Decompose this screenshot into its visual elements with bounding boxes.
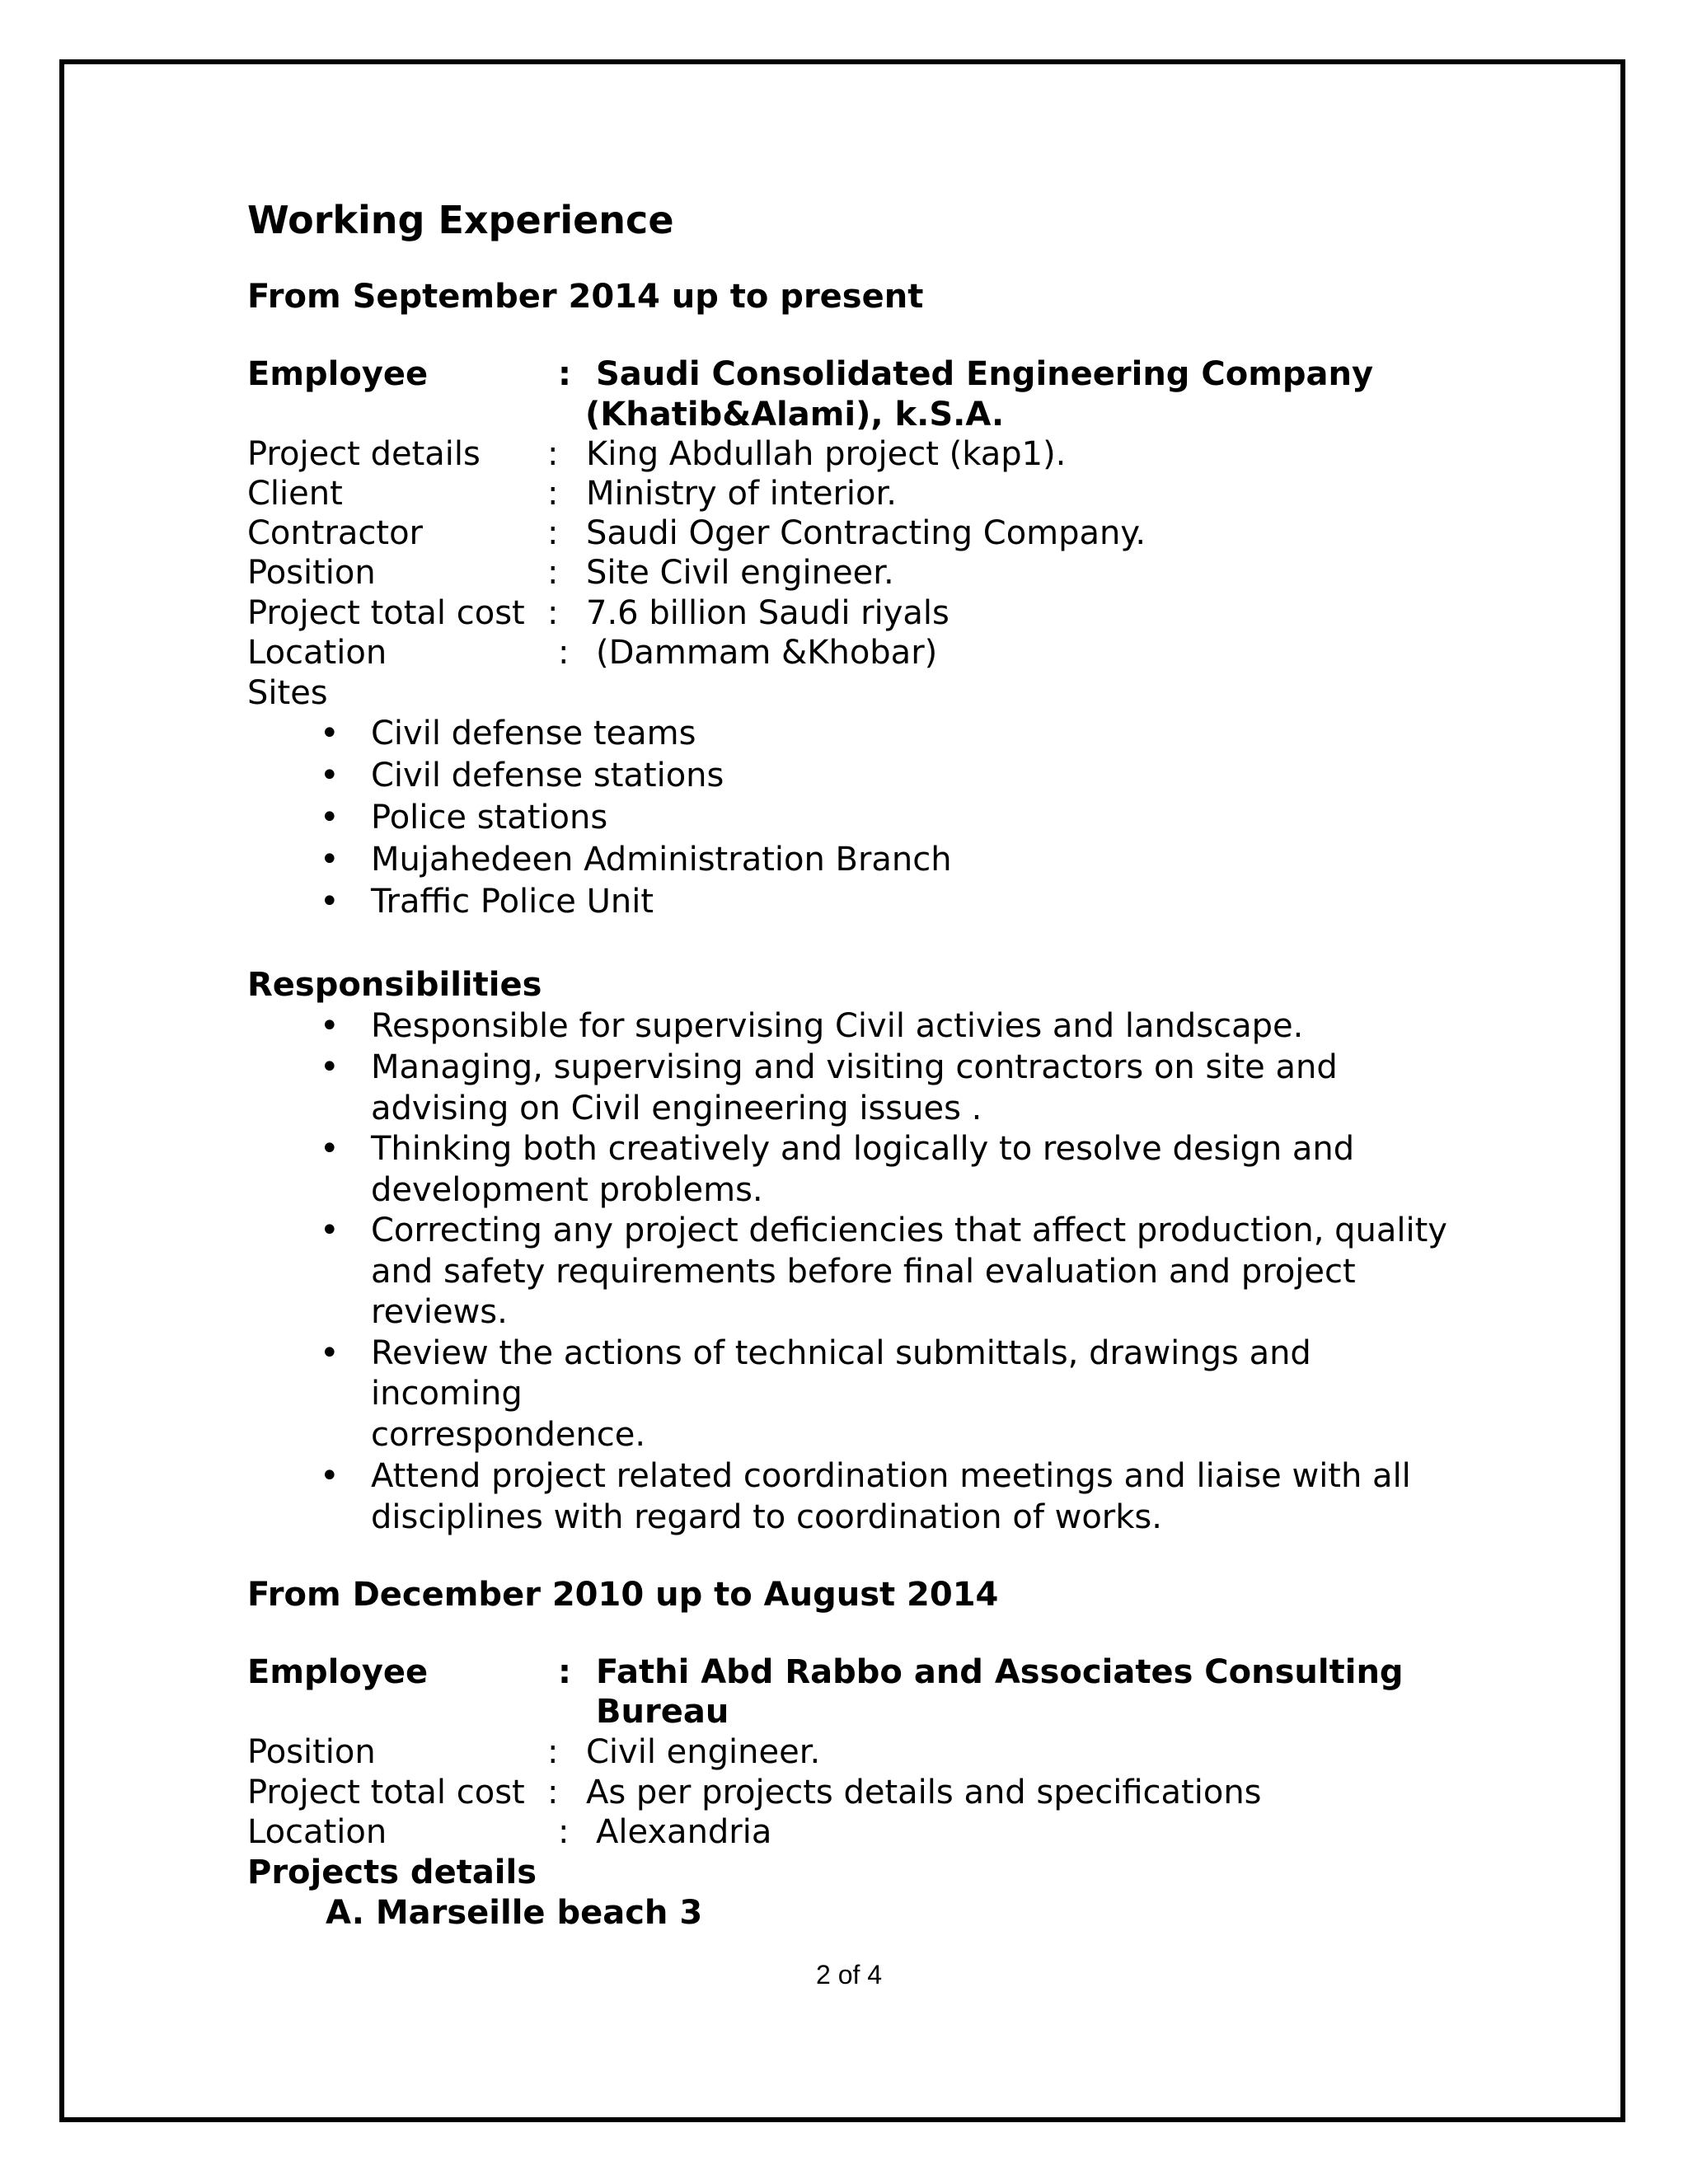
responsibility-line: development problems. — [371, 1171, 763, 1209]
bullet: • — [320, 1130, 340, 1168]
job2-employee-name-cont: Bureau — [596, 1693, 729, 1731]
job1-field-value: Site Civil engineer. — [586, 554, 894, 592]
bullet: • — [320, 1212, 340, 1249]
job2-field-value: As per projects details and specifications — [586, 1774, 1262, 1811]
responsibility-line: advising on Civil engineering issues . — [371, 1090, 982, 1127]
bullet: • — [320, 841, 340, 879]
job1-field-sep: : — [547, 435, 559, 473]
responsibility-line: and safety requirements before final evaluation and project — [371, 1253, 1356, 1291]
responsibility-line: incoming — [371, 1375, 523, 1413]
job1-field-label: Position — [247, 554, 376, 592]
job2-field-sep: : — [558, 1813, 570, 1851]
responsibilities-label: Responsibilities — [247, 966, 542, 1004]
site-item: Traffic Police Unit — [371, 883, 654, 921]
section-title: Working Experience — [247, 198, 674, 242]
site-item: Mujahedeen Administration Branch — [371, 841, 952, 879]
job1-field-label: Location — [247, 634, 387, 672]
job1-employee-name: Saudi Consolidated Engineering Company — [596, 355, 1374, 393]
responsibility-line: Correcting any project deficiencies that affect production, quality — [371, 1212, 1447, 1249]
job1-field-value: Saudi Oger Contracting Company. — [586, 514, 1146, 552]
job1-period: From September 2014 up to present — [247, 278, 924, 316]
bullet: • — [320, 1048, 340, 1086]
job1-field-value: Ministry of interior. — [586, 475, 897, 513]
responsibility-line: Review the actions of technical submittals, drawings and — [371, 1334, 1311, 1372]
job2-field-sep: : — [547, 1774, 559, 1811]
bullet: • — [320, 799, 340, 837]
job1-field-label: Contractor — [247, 514, 423, 552]
responsibility-line: correspondence. — [371, 1416, 646, 1454]
job1-field-label: Client — [247, 475, 343, 513]
responsibility-line: Attend project related coordination meetings and liaise with all — [371, 1457, 1411, 1495]
responsibility-line: Managing, supervising and visiting contractors on site and — [371, 1048, 1338, 1086]
job1-field-label: Project details — [247, 435, 481, 473]
job1-field-value: (Dammam &Khobar) — [596, 634, 938, 672]
job1-field-sep: : — [558, 634, 570, 672]
bullet: • — [320, 883, 340, 921]
job2-field-label: Position — [247, 1733, 376, 1771]
responsibility-line: Thinking both creatively and logically to resolve design and — [371, 1130, 1355, 1168]
responsibility-line: reviews. — [371, 1293, 508, 1331]
job1-employee-sep: : — [558, 355, 571, 393]
job2-field-value: Alexandria — [596, 1813, 772, 1851]
job2-employee-label: Employee — [247, 1653, 429, 1691]
job2-period: From December 2010 up to August 2014 — [247, 1576, 999, 1614]
job1-field-sep: : — [547, 594, 559, 632]
job1-employee-label: Employee — [247, 355, 429, 393]
job2-employee-sep: : — [558, 1653, 571, 1691]
bullet: • — [320, 715, 340, 752]
bullet: • — [320, 1334, 340, 1372]
projects-label: Projects details — [247, 1854, 537, 1891]
job2-employee-name: Fathi Abd Rabbo and Associates Consulting — [596, 1653, 1404, 1691]
job2-field-label: Location — [247, 1813, 387, 1851]
job1-employee-name-cont: (Khatib&Alami), k.S.A. — [585, 396, 1005, 434]
site-item: Police stations — [371, 799, 608, 837]
job1-field-sep: : — [547, 475, 559, 513]
responsibility-line: Responsible for supervising Civil activies and landscape. — [371, 1007, 1304, 1045]
job1-field-sep: : — [547, 514, 559, 552]
bullet: • — [320, 1007, 340, 1045]
job1-field-value: 7.6 billion Saudi riyals — [586, 594, 950, 632]
site-item: Civil defense teams — [371, 715, 696, 752]
job1-field-label: Project total cost — [247, 594, 525, 632]
job2-field-value: Civil engineer. — [586, 1733, 821, 1771]
job2-field-label: Project total cost — [247, 1774, 525, 1811]
job1-field-value: King Abdullah project (kap1). — [586, 435, 1067, 473]
site-item: Civil defense stations — [371, 757, 724, 794]
job2-field-sep: : — [547, 1733, 559, 1771]
responsibility-line: disciplines with regard to coordination of works. — [371, 1498, 1162, 1536]
bullet: • — [320, 757, 340, 794]
bullet: • — [320, 1457, 340, 1495]
project-item: A. Marseille beach 3 — [326, 1894, 703, 1932]
page-number: 2 of 4 — [816, 1960, 883, 1990]
sites-label: Sites — [247, 674, 328, 712]
job1-field-sep: : — [547, 554, 559, 592]
